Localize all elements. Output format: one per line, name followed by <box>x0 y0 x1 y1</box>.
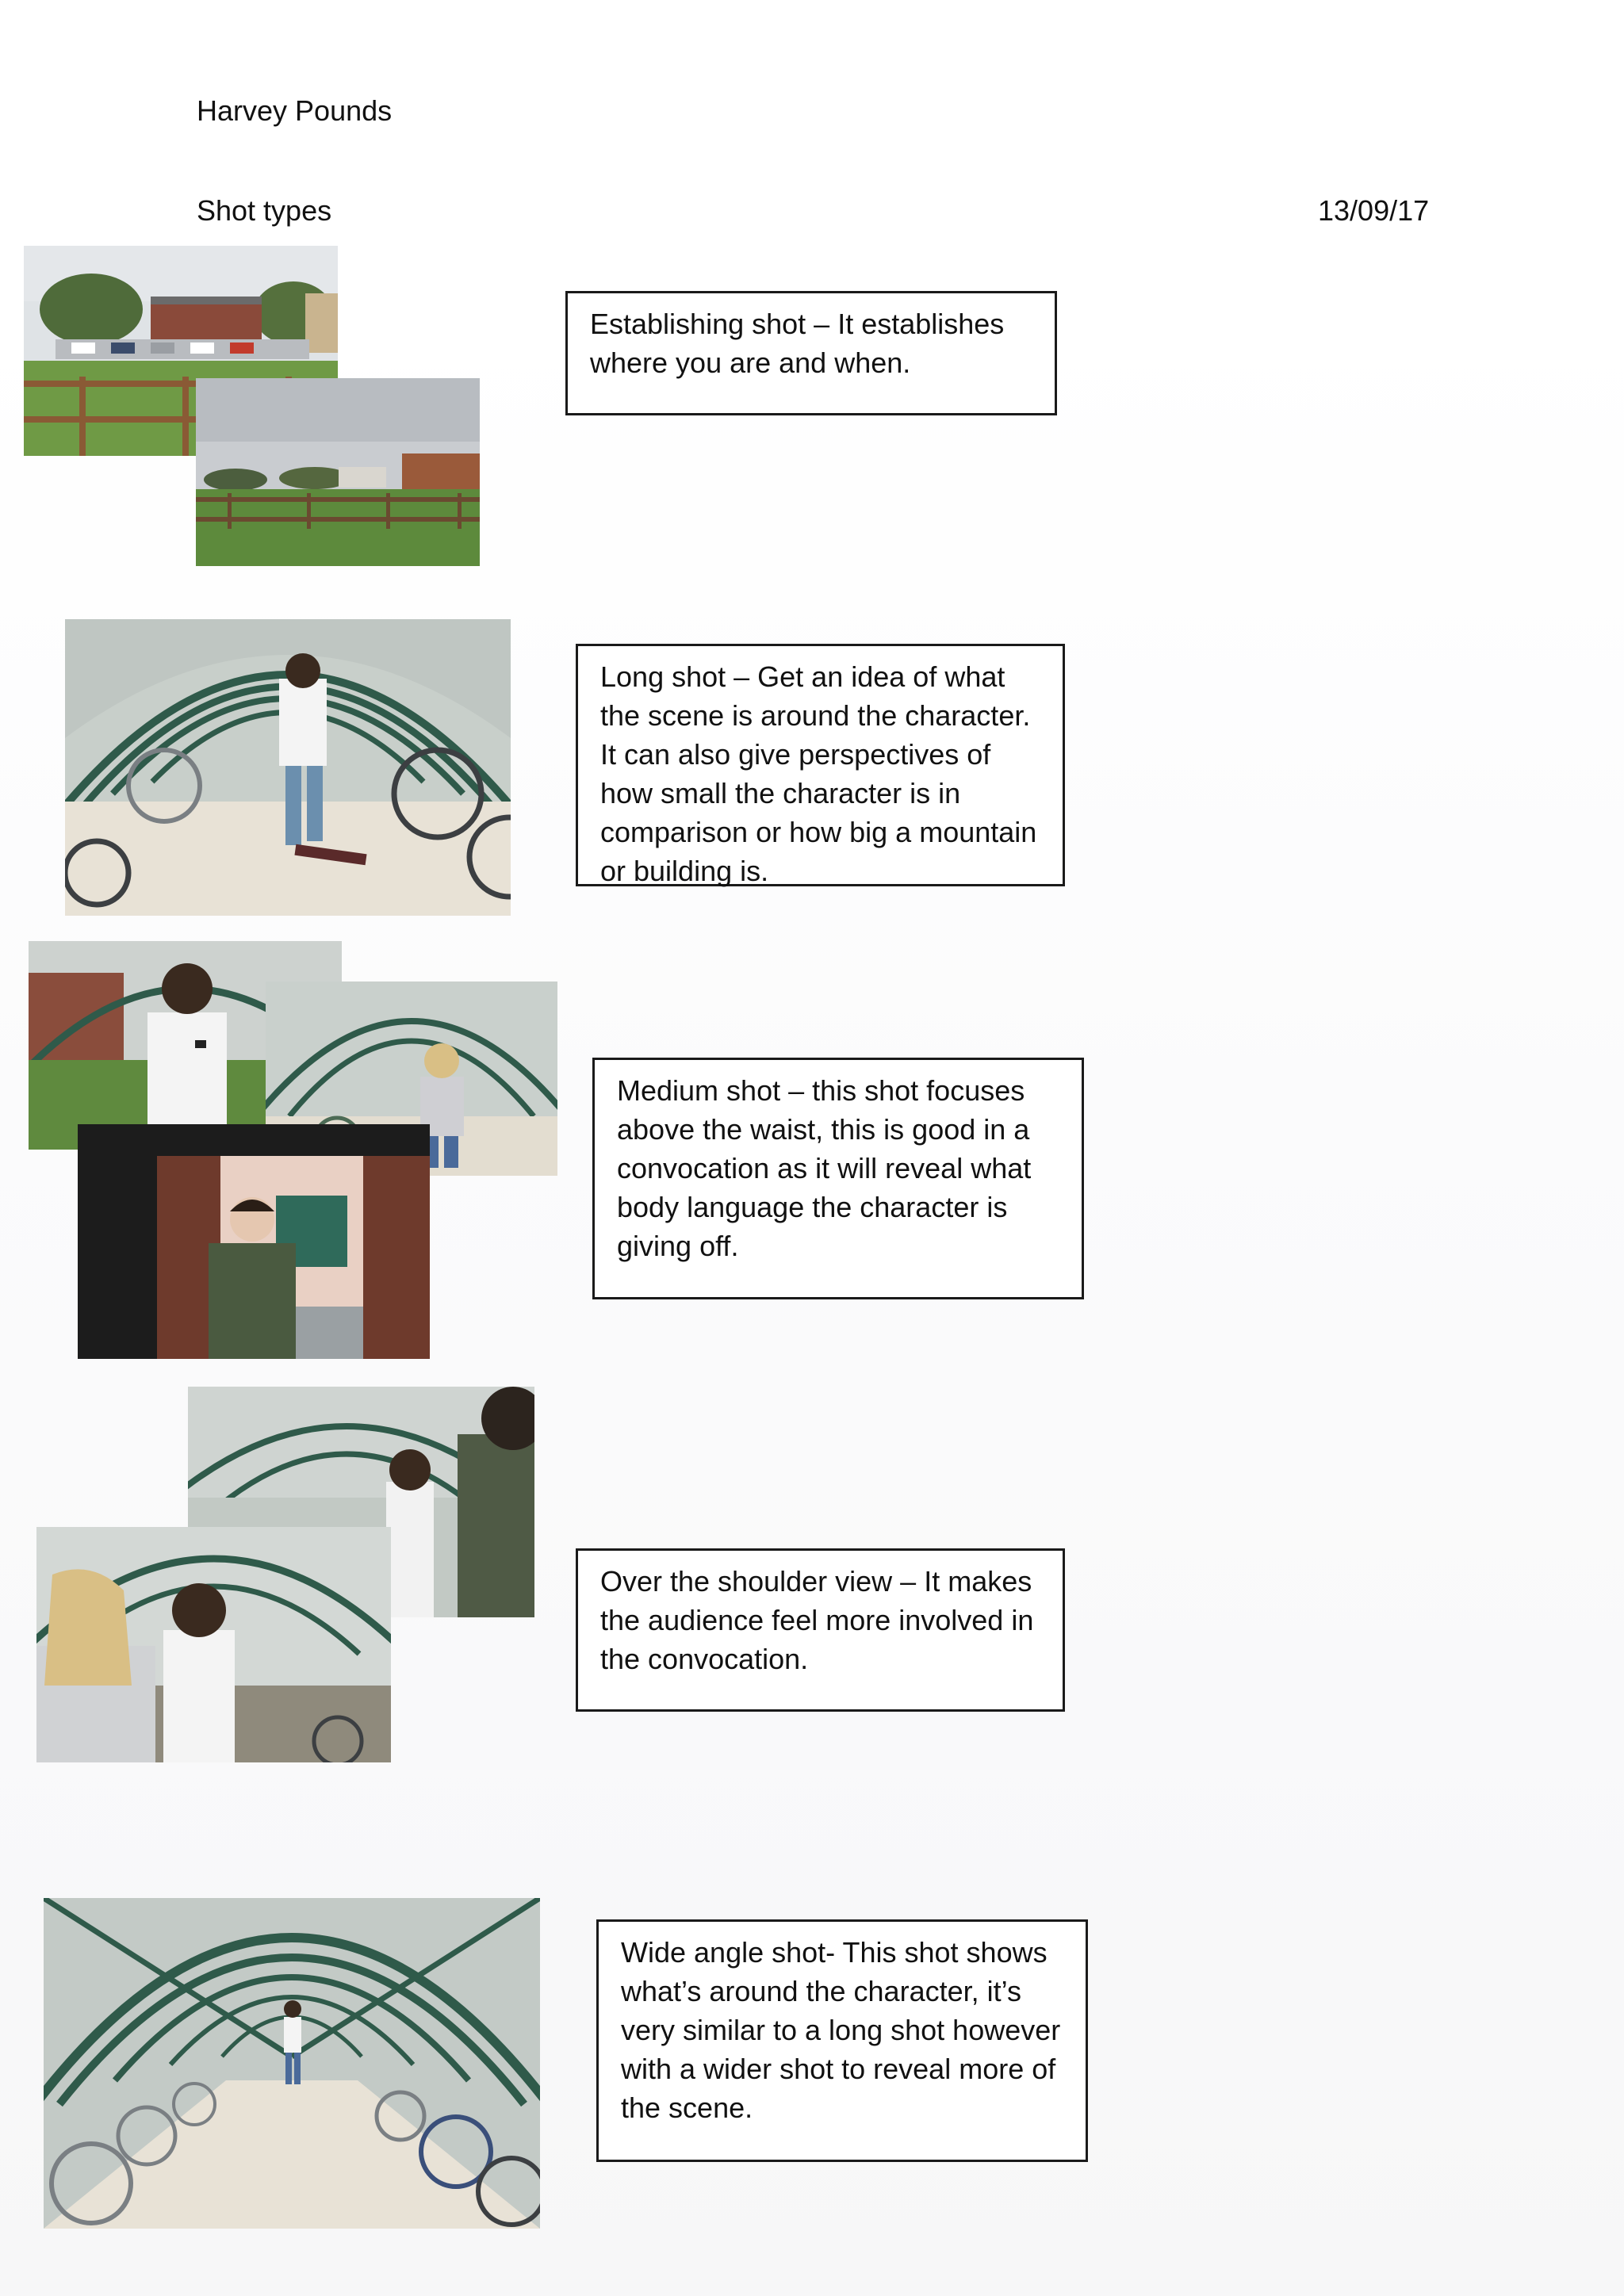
over-shoulder-caption: Over the shoulder view – It makes the audience feel more involved in the convocation. <box>576 1548 1065 1712</box>
wide-angle-photo <box>44 1898 540 2229</box>
establishing-shot-caption: Establishing shot – It establishes where you are and when. <box>565 291 1057 415</box>
author-name: Harvey Pounds <box>197 94 393 127</box>
long-shot-caption: Long shot – Get an idea of what the scene is around the character. It can also give perspectives of how small the character is in comparison or how big a mountain or building is. <box>576 644 1065 886</box>
medium-shot-photo-3 <box>78 1124 430 1359</box>
establishing-photo-field <box>196 378 480 566</box>
wide-angle-caption: Wide angle shot- This shot shows what’s around the character, it’s very similar to a long shot however with a wider shot to reveal more of the scene. <box>596 1919 1088 2162</box>
date-label: 13/09/17 <box>1318 194 1430 227</box>
over-shoulder-photo-2 <box>36 1527 391 1762</box>
long-shot-photo <box>65 619 511 916</box>
medium-shot-caption: Medium shot – this shot focuses above the waist, this is good in a convocation as it will reveal what body language the character is giving off. <box>592 1058 1084 1299</box>
page-title: Shot types <box>197 194 332 227</box>
